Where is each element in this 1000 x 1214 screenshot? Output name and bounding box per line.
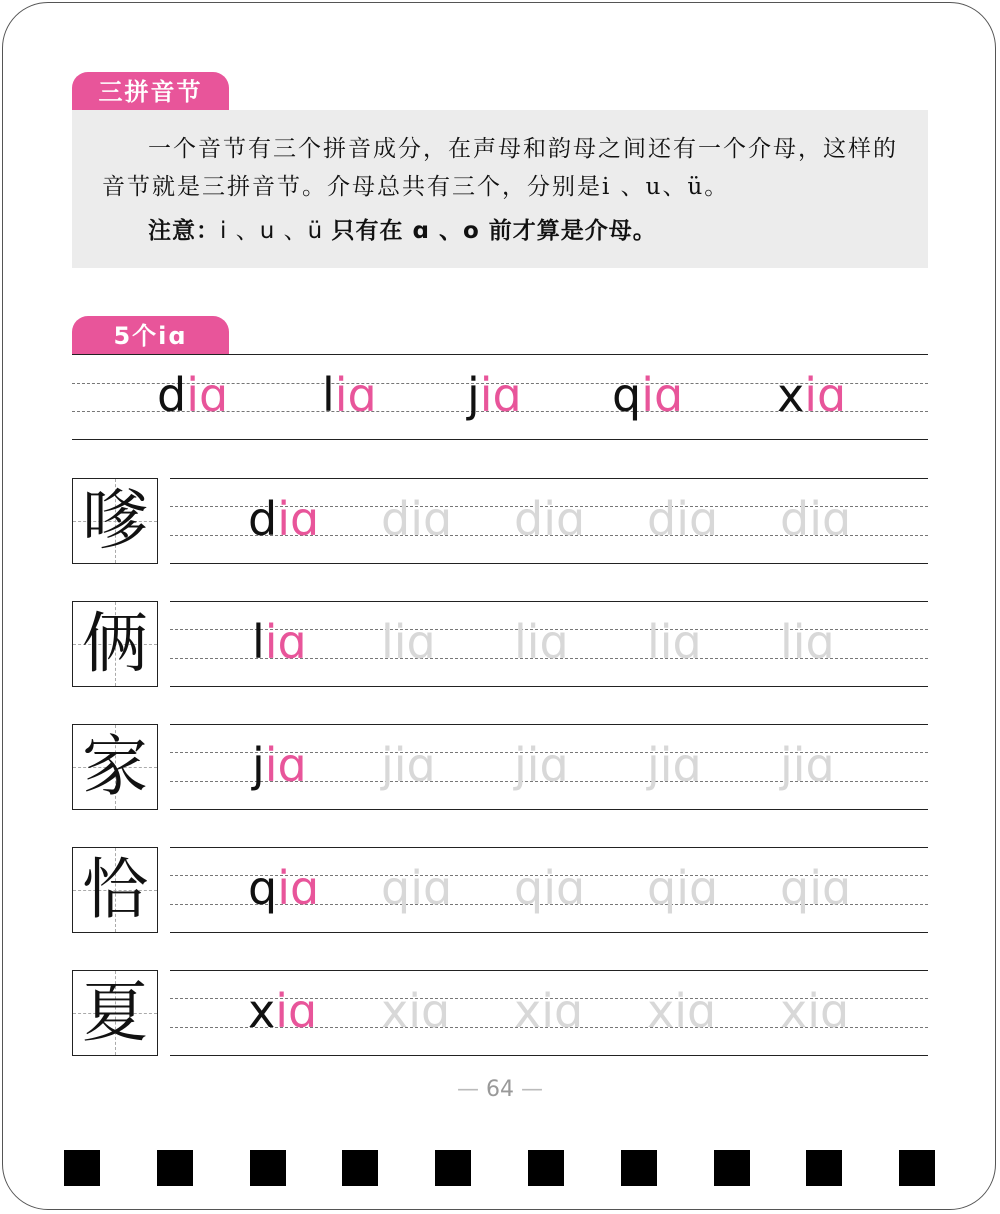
practice-trace-syllable: jiɑ <box>647 738 702 792</box>
practice-trace-syllable: jiɑ <box>514 738 569 792</box>
practice-final: iɑ <box>264 738 307 792</box>
practice-trace-syllable: diɑ <box>514 492 586 546</box>
hanzi-character: 嗲 <box>82 482 148 559</box>
page-number-value: 64 <box>486 1077 514 1102</box>
practice-syllable <box>248 492 320 546</box>
practice-trace-syllable: jiɑ <box>780 738 835 792</box>
practice-top-line <box>170 601 928 602</box>
hanzi-box <box>72 478 158 564</box>
note-label: 注意： <box>148 218 220 244</box>
practice-bottom-line <box>170 686 928 687</box>
practice-final: iɑ <box>277 492 320 546</box>
practice-trace-syllable: qiɑ <box>647 861 719 915</box>
example-final: iɑ <box>804 368 847 422</box>
example-initial: j <box>467 368 480 422</box>
binding-square <box>435 1150 471 1186</box>
practice-initial: d <box>248 492 278 546</box>
hanzi-character: 恰 <box>82 851 148 928</box>
practice-final: iɑ <box>275 984 318 1038</box>
hanzi-box <box>72 601 158 687</box>
section-tab-count: 5个 <box>113 322 159 350</box>
practice-trace-syllable: qiɑ <box>514 861 586 915</box>
hanzi-character: 家 <box>82 728 148 805</box>
example-final: iɑ <box>334 368 377 422</box>
section-tab-label: 三拼音节 <box>98 78 203 106</box>
section-tab-ia <box>72 316 229 354</box>
practice-top-line <box>170 847 928 848</box>
practice-top-line <box>170 478 928 479</box>
example-syllable <box>612 368 684 422</box>
practice-top-line <box>170 970 928 971</box>
binding-square <box>621 1150 657 1186</box>
practice-bottom-line <box>170 563 928 564</box>
practice-top-line <box>170 724 928 725</box>
practice-bottom-line <box>170 809 928 810</box>
practice-syllable <box>248 984 318 1038</box>
page-number-dash-right: — <box>521 1077 543 1102</box>
practice-trace-syllable: liɑ <box>514 615 569 669</box>
page-number-dash-left: — <box>457 1077 479 1102</box>
example-initial: q <box>612 368 642 422</box>
hanzi-box <box>72 970 158 1056</box>
practice-trace-syllable: liɑ <box>647 615 702 669</box>
hanzi-box <box>72 724 158 810</box>
example-syllable <box>322 368 377 422</box>
hanzi-character: 俩 <box>82 605 148 682</box>
practice-syllable <box>252 738 307 792</box>
practice-initial: j <box>252 738 265 792</box>
practice-syllable <box>248 861 320 915</box>
practice-final: iɑ <box>264 615 307 669</box>
intro-box <box>72 110 928 268</box>
practice-syllable <box>252 615 307 669</box>
hanzi-box <box>72 847 158 933</box>
practice-initial: x <box>248 984 276 1038</box>
binding-square <box>250 1150 286 1186</box>
practice-bottom-line <box>170 932 928 933</box>
binding-square <box>528 1150 564 1186</box>
practice-trace-syllable: xiɑ <box>381 984 451 1038</box>
practice-trace-syllable: qiɑ <box>780 861 852 915</box>
example-syllable <box>467 368 522 422</box>
example-initial: x <box>777 368 805 422</box>
section-tab-three-part-syllables <box>72 72 229 110</box>
section-tab-pinyin: iɑ <box>158 322 188 350</box>
practice-trace-syllable: liɑ <box>780 615 835 669</box>
note-letters: i 、u 、ü <box>220 218 332 244</box>
practice-trace-syllable: diɑ <box>647 492 719 546</box>
practice-initial: l <box>252 615 265 669</box>
example-syllable <box>777 368 847 422</box>
practice-trace-syllable: xiɑ <box>514 984 584 1038</box>
note-rest: 只有在 ɑ 、o 前才算是介母。 <box>331 218 657 244</box>
example-syllable <box>157 368 229 422</box>
practice-trace-syllable: jiɑ <box>381 738 436 792</box>
example-top-line <box>72 354 928 355</box>
example-bottom-line <box>72 439 928 440</box>
binding-square <box>714 1150 750 1186</box>
hanzi-character: 夏 <box>82 974 148 1051</box>
binding-square <box>157 1150 193 1186</box>
page-number <box>0 1077 1000 1102</box>
binding-square <box>64 1150 100 1186</box>
binding-square <box>806 1150 842 1186</box>
note-line <box>102 212 898 245</box>
practice-trace-syllable: qiɑ <box>381 861 453 915</box>
practice-trace-syllable: diɑ <box>780 492 852 546</box>
example-final: iɑ <box>641 368 684 422</box>
practice-bottom-line <box>170 1055 928 1056</box>
practice-final: iɑ <box>277 861 320 915</box>
practice-trace-syllable: liɑ <box>381 615 436 669</box>
practice-trace-syllable: diɑ <box>381 492 453 546</box>
practice-trace-syllable: xiɑ <box>780 984 850 1038</box>
binding-square <box>342 1150 378 1186</box>
example-final: iɑ <box>186 368 229 422</box>
example-initial: l <box>322 368 335 422</box>
practice-trace-syllable: xiɑ <box>647 984 717 1038</box>
intro-paragraph: 一个音节有三个拼音成分，在声母和韵母之间还有一个介母，这样的音节就是三拼音节。介母总共有三个，分别是i 、u、ü。 <box>102 136 898 200</box>
practice-initial: q <box>248 861 278 915</box>
example-initial: d <box>157 368 187 422</box>
example-final: iɑ <box>479 368 522 422</box>
binding-square <box>899 1150 935 1186</box>
